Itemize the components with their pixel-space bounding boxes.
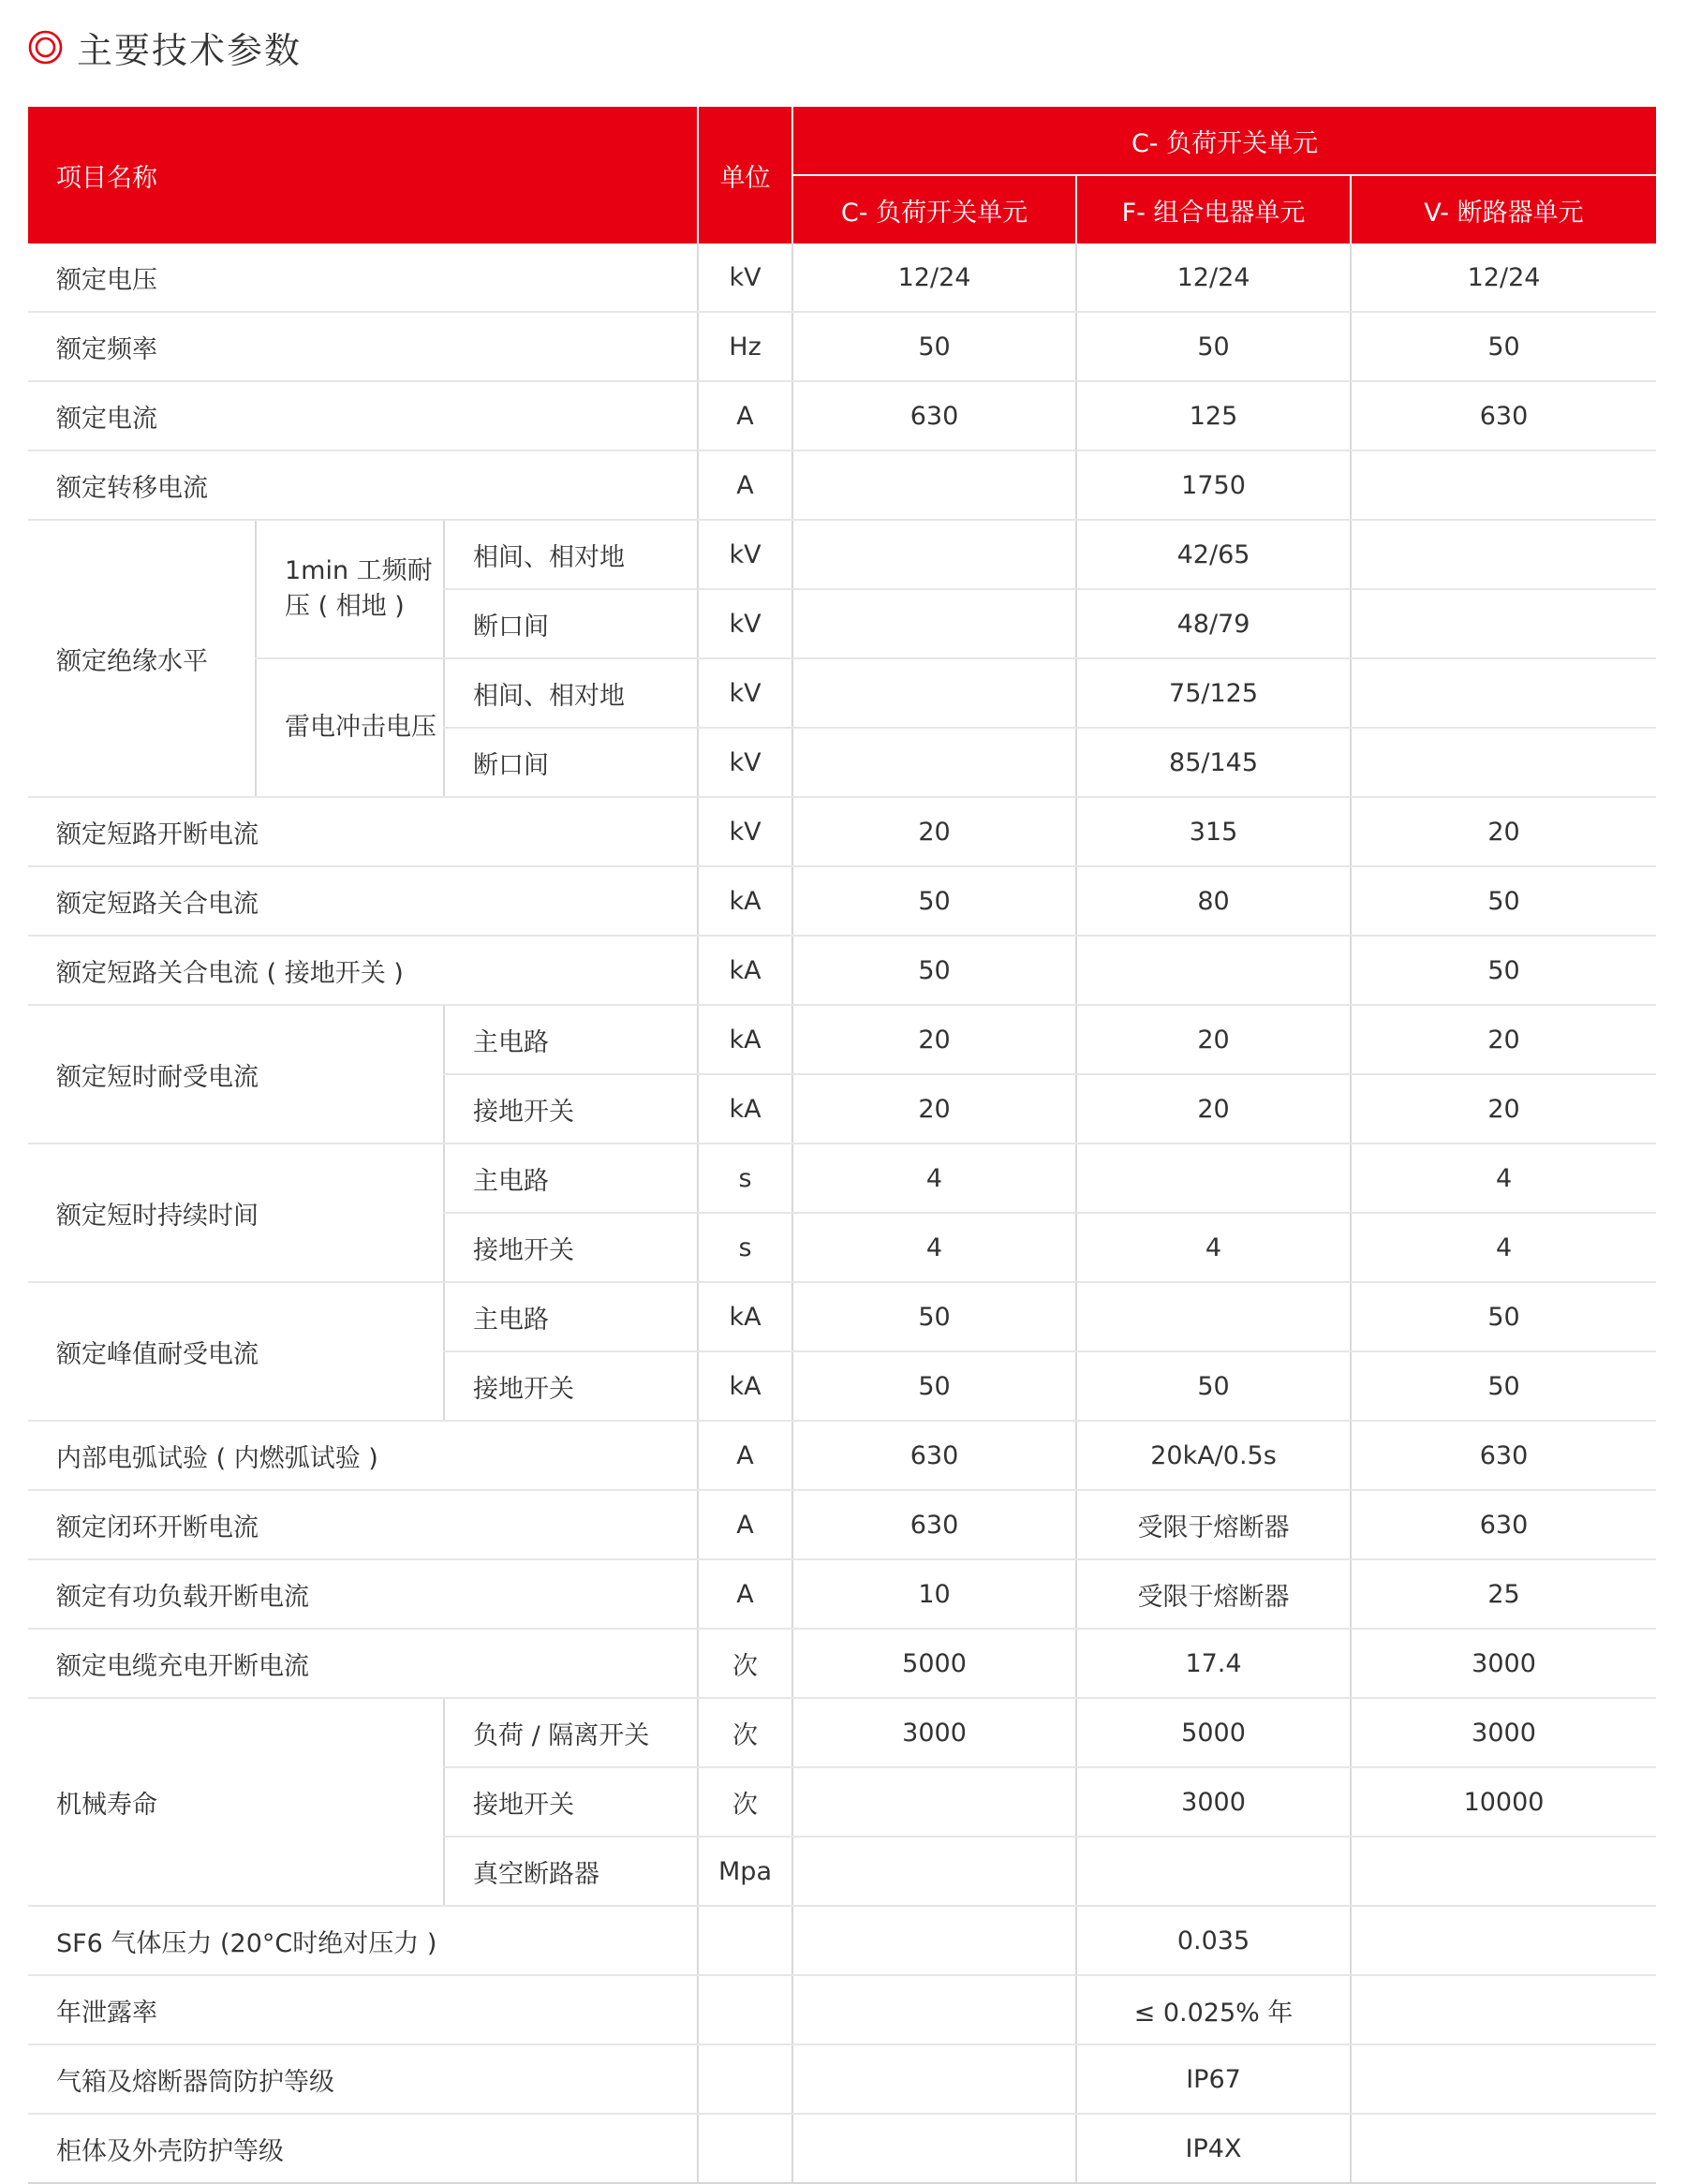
section-title: 主要技术参数 [77, 29, 303, 71]
cell-f: IP4X [1076, 2114, 1351, 2183]
cell-c: 12/24 [792, 243, 1076, 312]
row-name: 额定电压 [28, 243, 698, 312]
cell-f: 17.4 [1076, 1629, 1351, 1698]
cell-v [1351, 2114, 1656, 2183]
cell-c: 20 [792, 1005, 1076, 1074]
cell-v: 630 [1351, 1490, 1656, 1559]
cell-v [1351, 1837, 1656, 1906]
table-row [28, 1975, 1656, 2044]
row-unit: s [698, 1144, 792, 1213]
table-row [28, 1698, 1656, 1767]
cell-f: 1750 [1076, 450, 1351, 520]
cell-c: 50 [792, 1351, 1076, 1421]
row-unit: A [698, 381, 792, 450]
cell-f: 4 [1076, 1213, 1351, 1282]
cell-v: 4 [1351, 1213, 1656, 1282]
cell-c [792, 1767, 1076, 1837]
cell-v: 50 [1351, 1282, 1656, 1351]
cell-f: ≤ 0.025% 年 [1076, 1975, 1351, 2044]
cell-f: 50 [1076, 312, 1351, 381]
cell-c [792, 2044, 1076, 2114]
row-unit: kA [698, 1351, 792, 1421]
table-row [28, 2114, 1656, 2183]
table-row [28, 1282, 1656, 1351]
cell-f: 80 [1076, 866, 1351, 936]
cell-f: 0.035 [1076, 1906, 1351, 1975]
cell-f: IP67 [1076, 2044, 1351, 2114]
cell-c [792, 589, 1076, 658]
spec-table [28, 107, 1656, 2184]
cell-c: 20 [792, 1074, 1076, 1144]
cell-c: 20 [792, 797, 1076, 866]
cell-c: 630 [792, 381, 1076, 450]
cell-f [1076, 936, 1351, 1005]
table-row [28, 1490, 1656, 1559]
row-sub: 主电路 [444, 1005, 698, 1074]
table-row [28, 866, 1656, 936]
row-sub: 相间、相对地 [444, 658, 698, 728]
table-row [28, 450, 1656, 520]
row-name: 额定短路关合电流 [28, 866, 698, 936]
table-row [28, 1005, 1656, 1074]
row-sub: 主电路 [444, 1282, 698, 1351]
row-name: 年泄露率 [28, 1975, 698, 2044]
table-row [28, 936, 1656, 1005]
header-col-f: F- 组合电器单元 [1076, 175, 1351, 243]
row-unit: kV [698, 243, 792, 312]
cell-c [792, 450, 1076, 520]
row-subgroup: 1min 工频耐压 ( 相地 ) [256, 520, 444, 658]
row-unit: 次 [698, 1629, 792, 1698]
cell-c: 10 [792, 1559, 1076, 1629]
row-unit: A [698, 1559, 792, 1629]
row-name: 额定短时耐受电流 [28, 1005, 444, 1144]
table-row [28, 1629, 1656, 1698]
row-unit [698, 2114, 792, 2183]
row-name: 额定转移电流 [28, 450, 698, 520]
row-sub: 接地开关 [444, 1351, 698, 1421]
row-unit: kA [698, 1005, 792, 1074]
table-row [28, 381, 1656, 450]
row-unit [698, 1906, 792, 1975]
row-unit: Mpa [698, 1837, 792, 1906]
cell-f: 50 [1076, 1351, 1351, 1421]
row-name: 机械寿命 [28, 1698, 444, 1906]
cell-f: 315 [1076, 797, 1351, 866]
cell-f [1076, 1144, 1351, 1213]
cell-f: 受限于熔断器 [1076, 1559, 1351, 1629]
cell-v [1351, 1975, 1656, 2044]
row-unit: s [698, 1213, 792, 1282]
cell-v [1351, 589, 1656, 658]
cell-v: 50 [1351, 866, 1656, 936]
cell-v: 50 [1351, 936, 1656, 1005]
cell-f: 20 [1076, 1074, 1351, 1144]
table-row [28, 658, 1656, 728]
row-name: 额定电缆充电开断电流 [28, 1629, 698, 1698]
row-unit: kA [698, 1074, 792, 1144]
header-row-1 [28, 107, 1656, 175]
cell-f: 3000 [1076, 1767, 1351, 1837]
cell-c [792, 658, 1076, 728]
row-name: 气箱及熔断器筒防护等级 [28, 2044, 698, 2114]
table-row [28, 2044, 1656, 2114]
cell-c: 4 [792, 1144, 1076, 1213]
cell-c: 50 [792, 1282, 1076, 1351]
cell-c [792, 728, 1076, 797]
cell-v [1351, 658, 1656, 728]
cell-f: 20kA/0.5s [1076, 1421, 1351, 1490]
row-sub: 断口间 [444, 728, 698, 797]
cell-c: 50 [792, 866, 1076, 936]
cell-v: 50 [1351, 1351, 1656, 1421]
row-unit: kV [698, 658, 792, 728]
cell-f [1076, 1282, 1351, 1351]
cell-c: 3000 [792, 1698, 1076, 1767]
cell-c [792, 520, 1076, 589]
row-sub: 接地开关 [444, 1074, 698, 1144]
row-name: 额定短路开断电流 [28, 797, 698, 866]
table-row [28, 1421, 1656, 1490]
cell-c [792, 1975, 1076, 2044]
row-unit: kA [698, 1282, 792, 1351]
row-name: 额定频率 [28, 312, 698, 381]
row-unit: kV [698, 520, 792, 589]
row-unit: A [698, 1490, 792, 1559]
row-name: 额定短路关合电流 ( 接地开关 ) [28, 936, 698, 1005]
cell-f: 20 [1076, 1005, 1351, 1074]
table-row [28, 1559, 1656, 1629]
row-sub: 真空断路器 [444, 1837, 698, 1906]
cell-f: 125 [1076, 381, 1351, 450]
cell-c: 630 [792, 1421, 1076, 1490]
row-name: 柜体及外壳防护等级 [28, 2114, 698, 2183]
row-name: 额定短时持续时间 [28, 1144, 444, 1282]
row-name: 额定有功负载开断电流 [28, 1559, 698, 1629]
table-row [28, 243, 1656, 312]
cell-f: 5000 [1076, 1698, 1351, 1767]
row-unit [698, 2044, 792, 2114]
table-row [28, 312, 1656, 381]
cell-c [792, 1906, 1076, 1975]
row-unit: kV [698, 728, 792, 797]
cell-v [1351, 520, 1656, 589]
header-group: C- 负荷开关单元 [792, 107, 1656, 175]
cell-c: 5000 [792, 1629, 1076, 1698]
cell-v: 630 [1351, 381, 1656, 450]
cell-c: 50 [792, 312, 1076, 381]
header-col-v: V- 断路器单元 [1351, 175, 1656, 243]
cell-c: 50 [792, 936, 1076, 1005]
cell-v: 10000 [1351, 1767, 1656, 1837]
row-unit: kA [698, 936, 792, 1005]
cell-v: 20 [1351, 1074, 1656, 1144]
row-name: 额定闭环开断电流 [28, 1490, 698, 1559]
cell-c [792, 2114, 1076, 2183]
row-sub: 接地开关 [444, 1767, 698, 1837]
cell-v: 25 [1351, 1559, 1656, 1629]
cell-v [1351, 2044, 1656, 2114]
row-name: 额定峰值耐受电流 [28, 1282, 444, 1421]
header-col-c: C- 负荷开关单元 [792, 175, 1076, 243]
row-sub: 相间、相对地 [444, 520, 698, 589]
cell-f: 受限于熔断器 [1076, 1490, 1351, 1559]
cell-v: 630 [1351, 1421, 1656, 1490]
cell-c: 4 [792, 1213, 1076, 1282]
row-sub: 断口间 [444, 589, 698, 658]
cell-v [1351, 1906, 1656, 1975]
row-name: 内部电弧试验 ( 内燃弧试验 ) [28, 1421, 698, 1490]
header-item: 项目名称 [28, 107, 698, 243]
row-unit: 次 [698, 1698, 792, 1767]
cell-v: 20 [1351, 797, 1656, 866]
cell-v: 50 [1351, 312, 1656, 381]
row-unit: kA [698, 866, 792, 936]
cell-v: 20 [1351, 1005, 1656, 1074]
cell-f: 42/65 [1076, 520, 1351, 589]
cell-f [1076, 1837, 1351, 1906]
cell-f: 75/125 [1076, 658, 1351, 728]
row-sub: 接地开关 [444, 1213, 698, 1282]
row-unit: kV [698, 797, 792, 866]
header-unit: 单位 [698, 107, 792, 243]
cell-v [1351, 728, 1656, 797]
table-row [28, 520, 1656, 589]
section-heading [28, 19, 302, 75]
row-unit: 次 [698, 1767, 792, 1837]
cell-v: 12/24 [1351, 243, 1656, 312]
row-sub: 主电路 [444, 1144, 698, 1213]
row-unit: kV [698, 589, 792, 658]
row-unit: Hz [698, 312, 792, 381]
cell-c [792, 1837, 1076, 1906]
row-name: SF6 气体压力 (20°C时绝对压力 ) [28, 1906, 698, 1975]
cell-f: 48/79 [1076, 589, 1351, 658]
table-row [28, 797, 1656, 866]
row-name: 额定电流 [28, 381, 698, 450]
row-unit: A [698, 1421, 792, 1490]
table-row [28, 1144, 1656, 1213]
row-subgroup: 雷电冲击电压 [256, 658, 444, 797]
row-unit: A [698, 450, 792, 520]
row-name: 额定绝缘水平 [28, 520, 256, 797]
cell-v: 4 [1351, 1144, 1656, 1213]
row-unit [698, 1975, 792, 2044]
double-circle-icon [28, 30, 63, 65]
cell-f: 12/24 [1076, 243, 1351, 312]
row-sub: 负荷 / 隔离开关 [444, 1698, 698, 1767]
cell-c: 630 [792, 1490, 1076, 1559]
cell-f: 85/145 [1076, 728, 1351, 797]
cell-v [1351, 450, 1656, 520]
cell-v: 3000 [1351, 1698, 1656, 1767]
table-row [28, 1906, 1656, 1975]
cell-v: 3000 [1351, 1629, 1656, 1698]
